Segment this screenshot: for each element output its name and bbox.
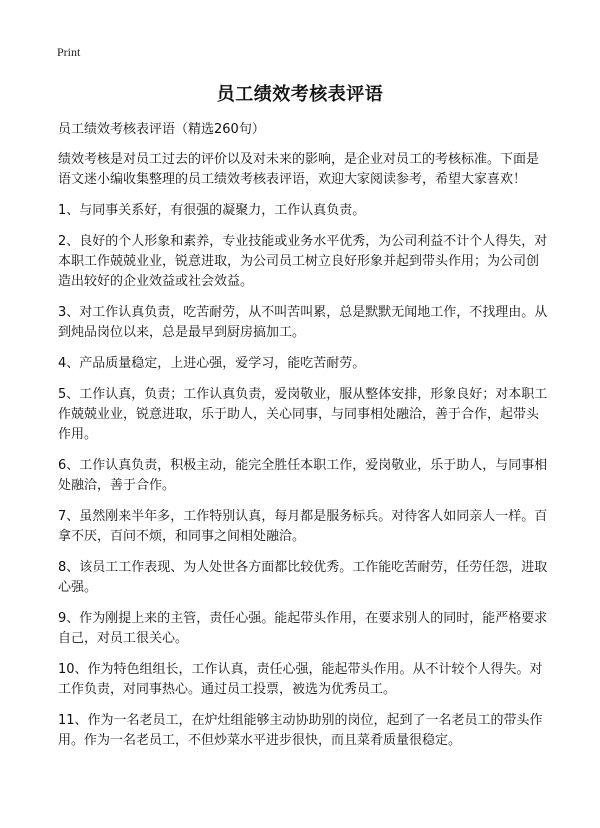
print-link[interactable]: Print <box>57 45 81 59</box>
list-item: 2、良好的个人形象和素养，专业技能或业务水平优秀，为公司利益不计个人得失，对本职工作兢兢业业，锐意进取，为公司员工树立良好形象并起到带头作用；为公司创造出较好的企业效益或社会效益。 <box>58 234 548 289</box>
article-subtitle: 员工绩效考核表评语（精选260句） <box>58 122 265 137</box>
list-item: 10、作为特色组组长，工作认真，责任心强，能起带头作用。从不计较个人得失。对工作负责，对同事热心。通过员工投票，被选为优秀员工。 <box>58 662 543 697</box>
list-item: 3、对工作认真负责，吃苦耐劳，从不叫苦叫累，总是默默无闻地工作，不找理由。从到炖品岗位以来，总是最早到厨房搞加工。 <box>58 305 548 340</box>
intro-paragraph: 绩效考核是对员工过去的评价以及对未来的影响，是企业对员工的考核标准。下面是语文迷小编收集整理的员工绩效考核表评语，欢迎大家阅读参考，希望大家喜欢！ <box>58 152 540 187</box>
list-item: 6、工作认真负责，积极主动，能完全胜任本职工作，爱岗敬业，乐于助人，与同事相处融洽，善于合作。 <box>58 458 548 493</box>
article-body <box>58 120 550 762</box>
list-item: 5、工作认真，负责；工作认真负责，爱岗敬业，服从整体安排，形象良好；对本职工作兢兢业业，锐意进取，乐于助人，关心同事，与同事相处融洽，善于合作，起带头作用。 <box>58 387 548 442</box>
list-item: 4、产品质量稳定，上进心强，爱学习，能吃苦耐劳。 <box>58 356 366 371</box>
list-item: 11、作为一名老员工，在炉灶组能够主动协助别的岗位，起到了一名老员工的带头作用。作为一名老员工，不但炒菜水平进步很快，而且菜肴质量很稳定。 <box>58 713 543 748</box>
list-item: 9、作为刚提上来的主管，责任心强。能起带头作用，在要求别人的同时，能严格要求自己，对员工很关心。 <box>58 611 548 646</box>
page-title: 员工绩效考核表评语 <box>216 84 384 105</box>
list-item: 8、该员工工作表现、为人处世各方面都比较优秀。工作能吃苦耐劳，任劳任怨，进取心强。 <box>58 560 548 595</box>
list-item: 7、虽然刚来半年多，工作特别认真，每月都是服务标兵。对待客人如同亲人一样。百拿不厌，百问不烦，和同事之间相处融洽。 <box>58 509 548 544</box>
list-item: 1、与同事关系好，有很强的凝聚力，工作认真负责。 <box>58 203 366 218</box>
